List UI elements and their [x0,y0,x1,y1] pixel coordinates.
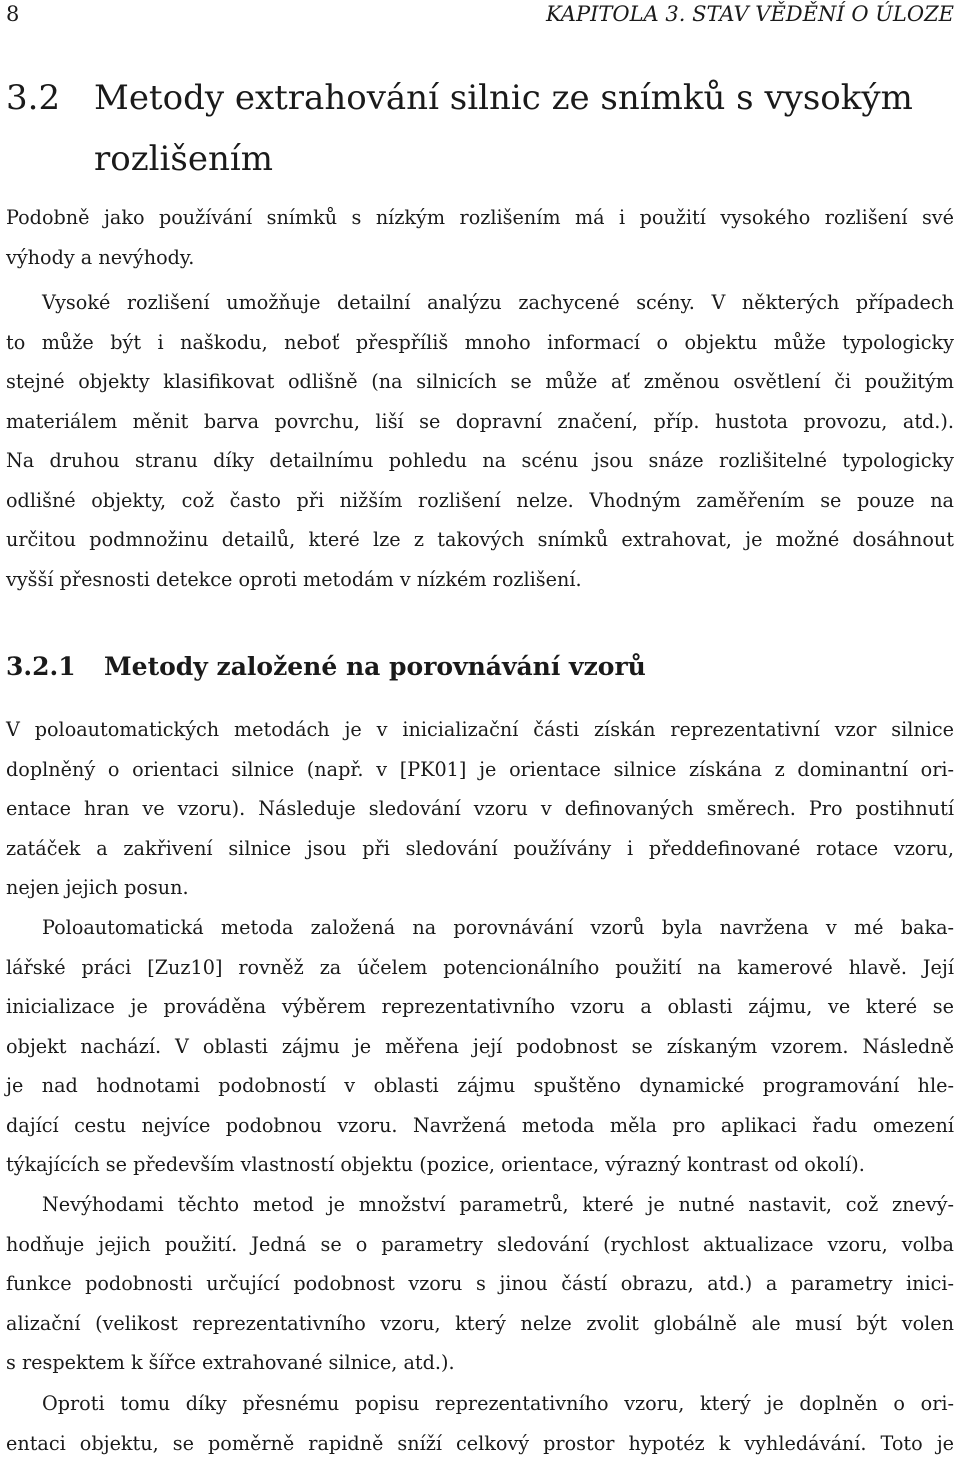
text-line: doplněný o orientaci silnice (např. v [PK01] je orientace silnice získána z dominantní ori- [6,750,954,790]
text-line: Vysoké rozlišení umožňuje detailní analýzu zachycené scény. V některých případech [6,283,954,323]
text-line: nejen jejich posun. [6,868,954,908]
text-line: lářské práci [Zuz10] rovněž za účelem potencionálního použití na kamerové hlavě. Její [6,948,954,988]
text-line: týkajících se především vlastností objektu (pozice, orientace, výrazný kontrast od okolí). [6,1145,954,1185]
paragraph [6,198,954,277]
paragraph [6,710,954,908]
subsection-heading [6,645,954,689]
text-line: zatáček a zakřivení silnice jsou při sledování používány i předdefinované rotace vzoru, [6,829,954,869]
text-line: Podobně jako používání snímků s nízkým rozlišením má i použití vysokého rozlišení své [6,198,954,238]
text-line: Poloautomatická metoda založená na porovnávání vzorů byla navržena v mé baka- [6,908,954,948]
text-line: hodňuje jejich použití. Jedná se o parametry sledování (rychlost aktualizace vzoru, volba [6,1225,954,1265]
text-line: Oproti tomu díky přesnému popisu reprezentativního vzoru, který je doplněn o ori- [6,1384,954,1424]
page-header [6,2,954,34]
text-line: inicializace je prováděna výběrem reprezentativního vzoru a oblasti zájmu, ve které se [6,987,954,1027]
text-line: odlišné objekty, což často při nižším rozlišení nelze. Vhodným zaměřením se pouze na [6,481,954,521]
section-heading [6,68,954,190]
text-line: dající cestu nejvíce podobnou vzoru. Navržená metoda měla pro aplikaci řadu omezení [6,1106,954,1146]
paragraph [6,283,954,599]
text-line: entace hran ve vzoru). Následuje sledování vzoru v definovaných směrech. Pro postihnutí [6,789,954,829]
running-head: KAPITOLA 3. STAV VĚDĚNÍ O ÚLOZE [546,2,954,26]
text-line: je nad hodnotami podobností v oblasti zájmu spuštěno dynamické programování hle- [6,1066,954,1106]
text-line: Na druhou stranu díky detailnímu pohledu na scénu jsou snáze rozlišitelné typologicky [6,441,954,481]
text-line: entaci objektu, se poměrně rapidně sníží celkový prostor hypotéz k vyhledávání. Toto je [6,1424,954,1463]
text-line: V poloautomatických metodách je v inicializační části získán reprezentativní vzor silnice [6,710,954,750]
text-line: objekt nachází. V oblasti zájmu je měřena její podobnost se získaným vzorem. Následně [6,1027,954,1067]
text-line: s respektem k šířce extrahované silnice, atd.). [6,1343,954,1383]
page-number: 8 [6,2,19,26]
section-number: 3.2 [6,68,60,129]
text-line: určitou podmnožinu detailů, které lze z takových snímků extrahovat, je možné dosáhnout [6,520,954,560]
text-line: alizační (velikost reprezentativního vzoru, který nelze zvolit globálně ale musí být volen [6,1304,954,1344]
subsection-title: Metody založené na porovnávání vzorů [104,645,954,689]
text-line: výhody a nevýhody. [6,238,954,278]
text-line: vyšší přesnosti detekce oproti metodám v nízkém rozlišení. [6,560,954,600]
section-title: Metody extrahování silnic ze snímků s vysokým rozlišením [94,68,954,190]
text-line: materiálem měnit barva povrchu, liší se dopravní značení, příp. hustota provozu, atd.). [6,402,954,442]
subsection-number: 3.2.1 [6,645,76,689]
text-line: stejné objekty klasifikovat odlišně (na silnicích se může ať změnou osvětlení či použitým [6,362,954,402]
text-line: Nevýhodami těchto metod je množství parametrů, které je nutné nastavit, což znevý- [6,1185,954,1225]
paragraph [6,1185,954,1383]
text-line: to může být i naškodu, neboť přespříliš mnoho informací o objektu může typologicky [6,323,954,363]
text-line: funkce podobnosti určující podobnost vzoru s jinou částí obrazu, atd.) a parametry inici- [6,1264,954,1304]
paragraph [6,1384,954,1463]
paragraph [6,908,954,1185]
